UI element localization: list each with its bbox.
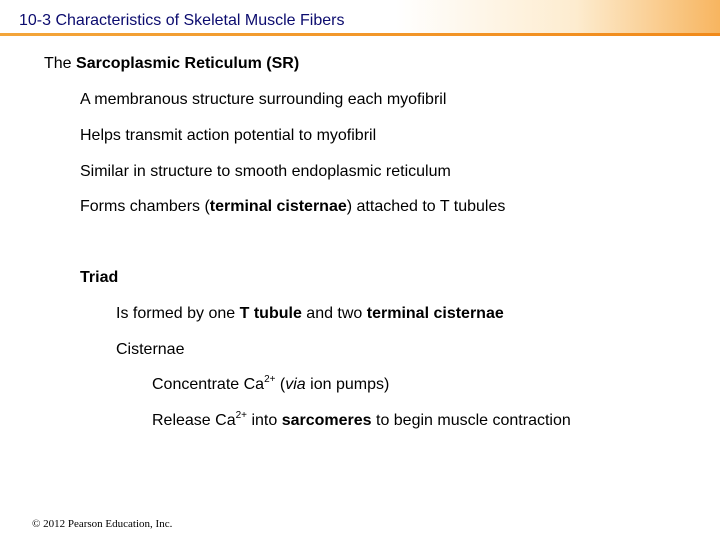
sr-point-1: A membranous structure surrounding each myofibril xyxy=(80,91,447,108)
release-bold: sarcomeres xyxy=(281,412,372,429)
release-t2: into xyxy=(247,412,282,429)
cisternae-heading: Cisternae xyxy=(116,341,185,358)
chambers-term: terminal cisternae xyxy=(209,198,347,215)
triad-formed-t2: and two xyxy=(301,305,367,322)
triad-heading-text: Triad xyxy=(80,269,119,286)
triad-formed xyxy=(116,304,504,324)
triad-formed-b2: terminal cisternae xyxy=(366,305,504,322)
release-sup: 2+ xyxy=(235,409,248,421)
sr-point-3: Similar in structure to smooth endoplasmic reticulum xyxy=(80,163,451,180)
release-t3: to begin muscle contraction xyxy=(371,412,571,429)
concentrate-t2: ( xyxy=(275,376,286,393)
chambers-suffix: ) attached to T tubules xyxy=(346,198,506,215)
chambers-prefix: Forms chambers ( xyxy=(80,198,210,215)
concentrate-t3: ion pumps) xyxy=(305,376,390,393)
sr-point-2: Helps transmit action potential to myofibril xyxy=(80,127,377,144)
concentrate-sup: 2+ xyxy=(264,373,276,385)
release-line xyxy=(152,411,571,431)
sr-point-chambers xyxy=(80,197,505,217)
sr-intro-term: Sarcoplasmic Reticulum (SR) xyxy=(76,55,300,72)
triad-formed-b1: T tubule xyxy=(239,305,302,322)
sr-intro-prefix: The xyxy=(44,55,77,72)
concentrate-t1: Concentrate Ca xyxy=(152,376,265,393)
release-t1: Release Ca xyxy=(152,412,236,429)
copyright-notice: © 2012 Pearson Education, Inc. xyxy=(32,518,173,530)
triad-heading xyxy=(80,268,118,288)
triad-formed-t1: Is formed by one xyxy=(116,305,240,322)
concentrate-italic: via xyxy=(285,376,306,393)
slide-title: 10-3 Characteristics of Skeletal Muscle Fibers xyxy=(19,12,345,29)
sr-intro xyxy=(44,54,299,74)
concentrate-line xyxy=(152,375,389,395)
